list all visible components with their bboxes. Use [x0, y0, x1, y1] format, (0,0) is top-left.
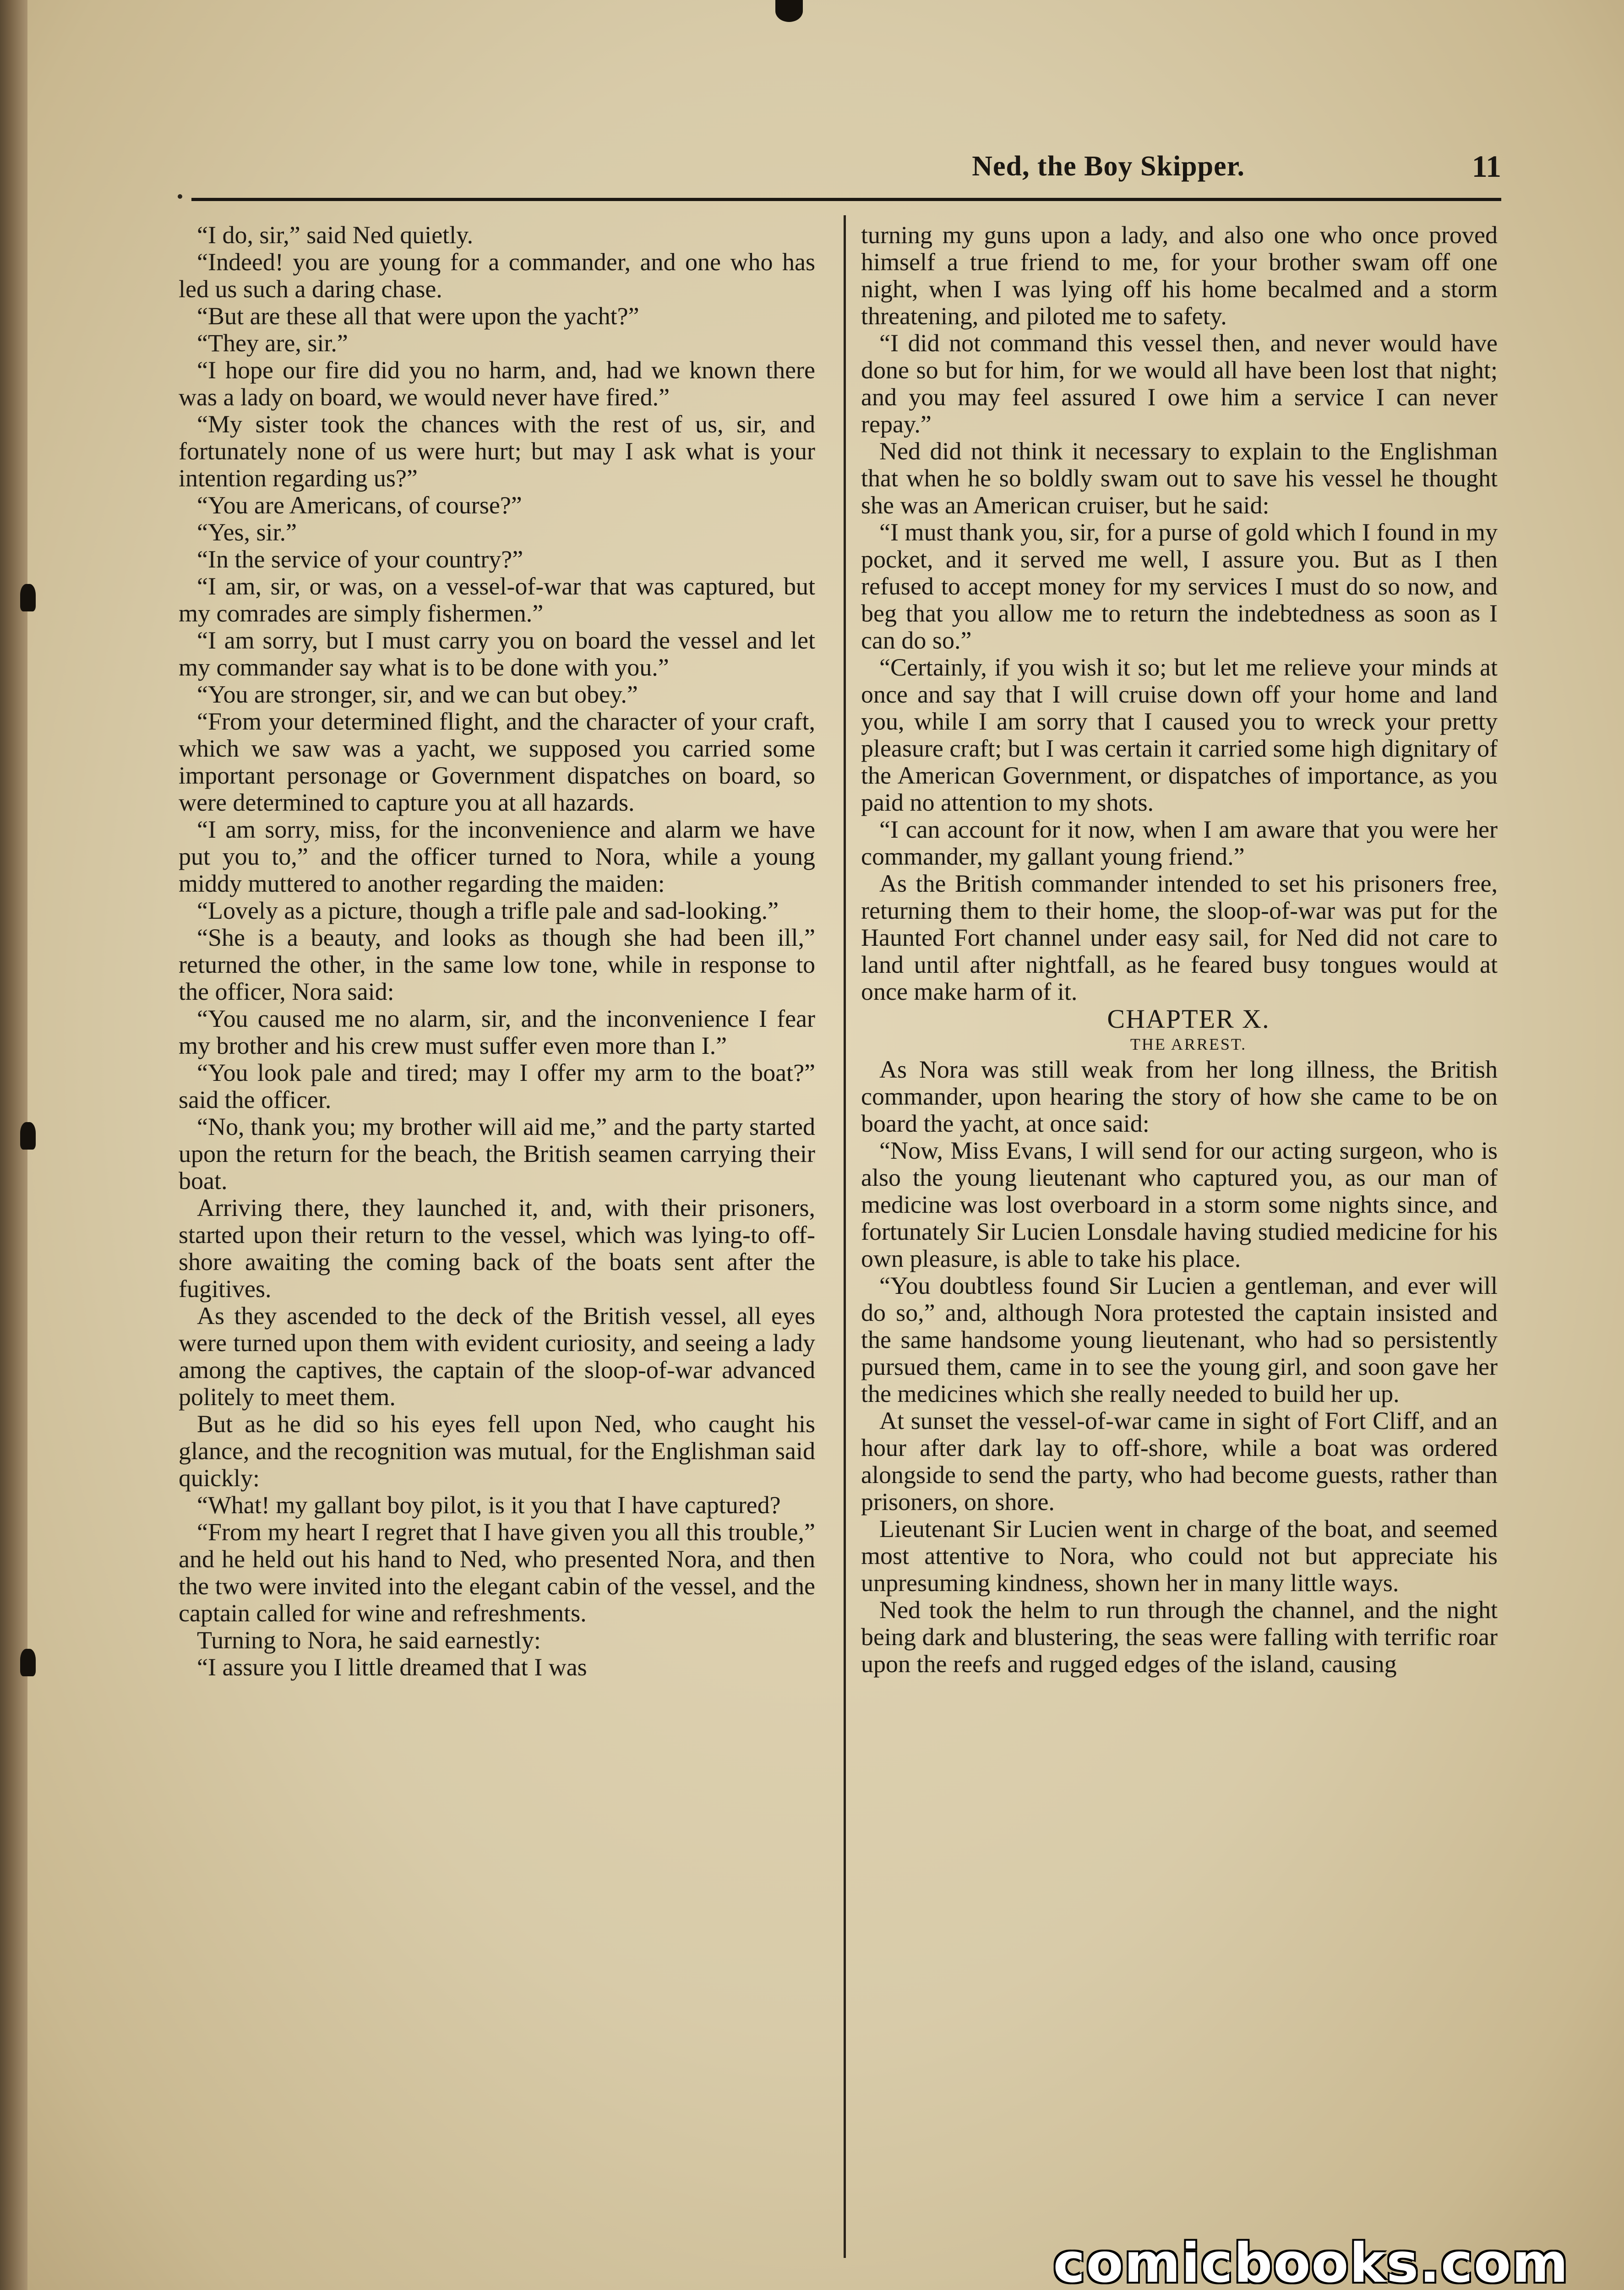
paragraph: “Indeed! you are young for a commander, and one who has led us such a daring chase.: [179, 248, 815, 303]
page-number: 11: [1471, 149, 1501, 184]
paragraph: “You look pale and tired; may I offer my arm to the boat?” said the officer.: [179, 1059, 815, 1113]
paragraph: “I am sorry, but I must carry you on board the vessel and let my commander say what is to be done with you.”: [179, 627, 815, 681]
paragraph: “I did not command this vessel then, and never would have done so but for him, for we would all have been lost that night; and you may feel assured I owe him a service I can never repay.”: [861, 329, 1498, 438]
column-divider: [844, 215, 846, 2258]
left-column: [179, 222, 815, 1681]
right-column-text-top: [861, 222, 1498, 1005]
paragraph: “Now, Miss Evans, I will send for our acting surgeon, who is also the young lieutenant who captured you, as our man of medicine was lost overboard in a storm some nights since, and fortunately Sir Lucien Lonsdale having studied medicine for his own pleasure, is able to take his place.: [861, 1137, 1498, 1272]
paragraph: Lieutenant Sir Lucien went in charge of the boat, and seemed most attentive to Nora, who could not but appreciate his unpresuming kindness, shown her in many little ways.: [861, 1515, 1498, 1597]
paragraph: “Certainly, if you wish it so; but let me relieve your minds at once and say that I will cruise down off your home and land you, while I am sorry that I caused you to wreck your pretty pleasure craft; but I was certain it carried some high dignitary of the American Government, or dispatches of importance, as you paid no attention to my shots.: [861, 654, 1498, 816]
paragraph: At sunset the vessel-of-war came in sight of Fort Cliff, and an hour after dark lay to off-shore, while a boat was ordered alongside to send the party, who had become guests, rather than prisoners, on shore.: [861, 1407, 1498, 1516]
header-rule: [191, 198, 1501, 201]
binding-stitch: [20, 1122, 36, 1150]
binding-stitch: [20, 584, 36, 611]
paragraph: “I am sorry, miss, for the inconvenience and alarm we have put you to,” and the officer turned to Nora, while a young middy muttered to another regarding the maiden:: [179, 816, 815, 897]
chapter-heading: CHAPTER X.: [1107, 1004, 1270, 1034]
binding-notch: [775, 0, 803, 22]
right-column-text-bottom: [861, 1056, 1498, 1678]
running-title: Ned, the Boy Skipper.: [972, 151, 1245, 182]
paragraph: “From your determined flight, and the character of your craft, which we saw was a yacht, we supposed you carried some important personage or Government dispatches on board, so were determined to capture you at all hazards.: [179, 708, 815, 816]
paragraph: “I can account for it now, when I am aware that you were her commander, my gallant young friend.”: [861, 816, 1498, 870]
paragraph: “From my heart I regret that I have given you all this trouble,” and he held out his hand to Ned, who presented Nora, and then the two were invited into the elegant cabin of the vessel, and the captain called for wine and refreshments.: [179, 1518, 815, 1627]
paragraph: “I am, sir, or was, on a vessel-of-war that was captured, but my comrades are simply fishermen.”: [179, 572, 815, 627]
paragraph: “Yes, sir.”: [197, 518, 297, 546]
paragraph: “You are stronger, sir, and we can but obey.”: [197, 681, 638, 708]
paragraph: “In the service of your country?”: [197, 545, 523, 573]
paragraph: turning my guns upon a lady, and also one who once proved himself a true friend to me, for your brother swam off one night, when I was lying off his home becalmed and a storm threatening, and piloted me to safety.: [861, 221, 1498, 330]
paragraph: As Nora was still weak from her long illness, the British commander, upon hearing the story of how she came to be on board the yacht, at once said:: [861, 1056, 1498, 1137]
paragraph: “No, thank you; my brother will aid me,” and the party started upon the return for the beach, the British seamen carrying their boat.: [179, 1113, 815, 1194]
chapter-subtitle: THE ARREST.: [1130, 1035, 1247, 1053]
paragraph: “I do, sir,” said Ned quietly.: [197, 221, 474, 249]
paragraph: As the British commander intended to set his prisoners free, returning them to their home, the sloop-of-war was put for the Haunted Fort channel under easy sail, for Ned did not care to land until after nightfall, as he feared busy tongues would at once make harm of it.: [861, 870, 1498, 1005]
paragraph: “She is a beauty, and looks as though she had been ill,” returned the other, in the same low tone, while in response to the officer, Nora said:: [179, 924, 815, 1005]
paragraph: “You are Americans, of course?”: [197, 491, 522, 519]
binding-stitch: [20, 1649, 36, 1676]
paragraph: Ned took the helm to run through the channel, and the night being dark and blustering, the seas were falling with terrific roar upon the reefs and rugged edges of the island, causing: [861, 1596, 1498, 1678]
paragraph: “My sister took the chances with the rest of us, sir, and fortunately none of us were hurt; but may I ask what is your intention regarding us?”: [179, 410, 815, 492]
paragraph: “They are, sir.”: [197, 329, 348, 357]
paragraph: “I assure you I little dreamed that I was: [197, 1653, 587, 1681]
paragraph: Ned did not think it necessary to explain to the Englishman that when he so boldly swam out to save his vessel he thought she was an American cruiser, but he said:: [861, 437, 1498, 519]
running-header: [191, 146, 1501, 196]
paragraph: “You caused me no alarm, sir, and the inconvenience I fear my brother and his crew must suffer even more than I.”: [179, 1005, 815, 1059]
paragraph: “Lovely as a picture, though a trifle pale and sad-looking.”: [197, 897, 779, 924]
paragraph: “I must thank you, sir, for a purse of gold which I found in my pocket, and it served me well, I assure you. But as I then refused to accept money for my services I must do so now, and beg that you allow me to return the indebtedness as soon as I can do so.”: [861, 518, 1498, 654]
paragraph: “You doubtless found Sir Lucien a gentleman, and ever will do so,” and, although Nora protested the captain insisted and the same handsome young lieutenant, who had so persistently pursued them, came in to see the young girl, and soon gave her the medicines which she really needed to build her up.: [861, 1272, 1498, 1407]
paragraph: As they ascended to the deck of the British vessel, all eyes were turned upon them with evident curiosity, and seeing a lady among the captives, the captain of the sloop-of-war advanced politely to meet them.: [179, 1302, 815, 1411]
paragraph: “But are these all that were upon the yacht?”: [197, 302, 639, 330]
paragraph: But as he did so his eyes fell upon Ned, who caught his glance, and the recognition was mutual, for the Englishman said quickly:: [179, 1410, 815, 1492]
rule-dot: [178, 194, 182, 199]
right-column: [861, 222, 1498, 1678]
site-watermark: comicbooks.com: [1053, 2231, 1569, 2290]
paragraph: “I hope our fire did you no harm, and, had we known there was a lady on board, we would never have fired.”: [179, 356, 815, 411]
paragraph: “What! my gallant boy pilot, is it you that I have captured?: [197, 1491, 781, 1519]
paragraph: Arriving there, they launched it, and, with their prisoners, started upon their return to the vessel, which was lying-to off-shore awaiting the coming back of the boats sent after the fugitives.: [179, 1194, 815, 1303]
paragraph: Turning to Nora, he said earnestly:: [197, 1626, 541, 1654]
